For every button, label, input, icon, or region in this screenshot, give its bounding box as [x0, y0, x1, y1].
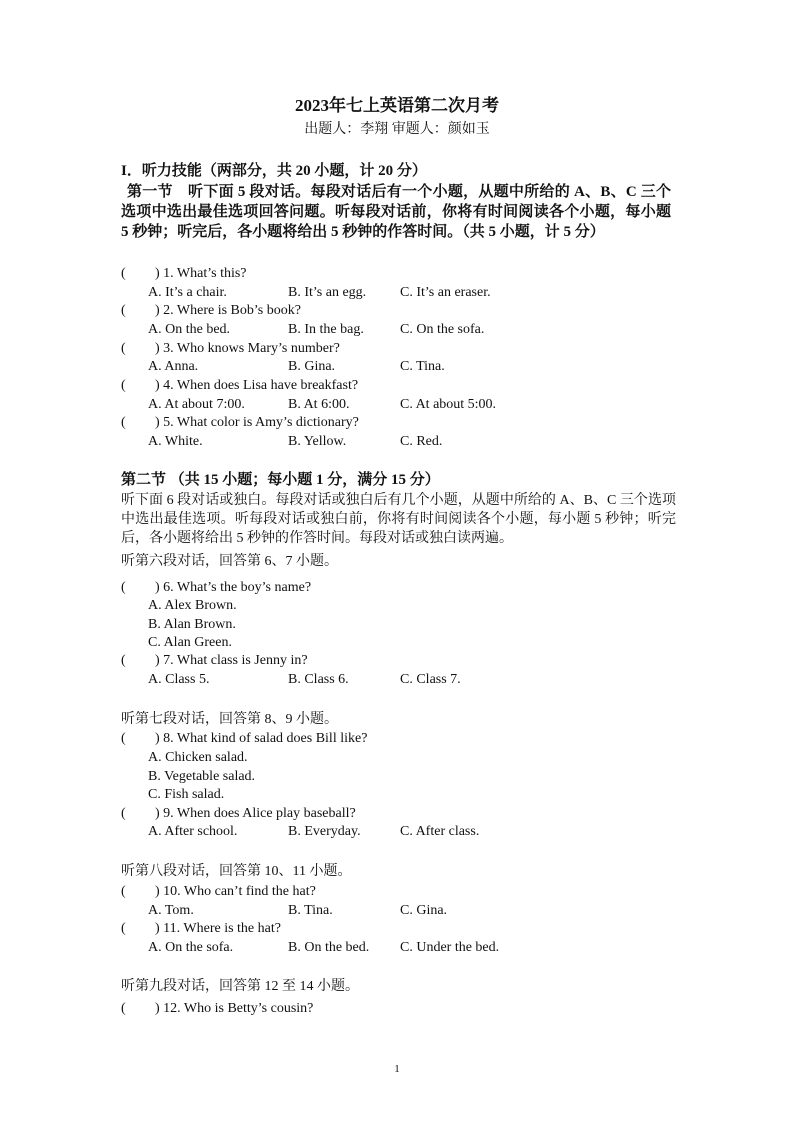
q9-option-c: C. After class.	[400, 824, 480, 839]
q7-option-a: A. Class 5.	[148, 672, 210, 687]
page-number: 1	[394, 1063, 400, 1075]
q11-option-b: B. On the bed.	[288, 940, 370, 955]
q7-option-b: B. Class 6.	[288, 672, 349, 687]
question-stem: ) 9. When does Alice play baseball?	[155, 806, 356, 821]
answer-paren[interactable]: (	[121, 378, 126, 393]
q5-option-a: A. White.	[148, 434, 203, 449]
answer-paren[interactable]: (	[121, 921, 126, 936]
part1-heading: I．听力技能（两部分，共 20 小题，计 20 分）	[121, 163, 427, 179]
question-8	[121, 730, 367, 748]
answer-paren[interactable]: (	[121, 806, 126, 821]
answer-paren[interactable]: (	[121, 266, 126, 281]
question-stem: ) 5. What color is Amy’s dictionary?	[155, 415, 359, 430]
answer-paren[interactable]: (	[121, 1001, 126, 1016]
q4-option-b: B. At 6:00.	[288, 397, 350, 412]
question-stem: ) 2. Where is Bob’s book?	[155, 303, 301, 318]
q3-option-c: C. Tina.	[400, 359, 445, 374]
question-2	[121, 302, 301, 320]
answer-paren[interactable]: (	[121, 303, 126, 318]
q9-option-a: A. After school.	[148, 824, 238, 839]
question-5	[121, 414, 359, 432]
question-1	[121, 265, 247, 283]
q5-option-b: B. Yellow.	[288, 434, 347, 449]
question-stem: ) 11. Where is the hat?	[155, 921, 281, 936]
answer-paren[interactable]: (	[121, 415, 126, 430]
question-9	[121, 805, 356, 823]
answer-paren[interactable]: (	[121, 884, 126, 899]
question-stem: ) 3. Who knows Mary’s number?	[155, 341, 340, 356]
answer-paren[interactable]: (	[121, 653, 126, 668]
question-7	[121, 652, 308, 670]
q11-option-a: A. On the sofa.	[148, 940, 234, 955]
question-6	[121, 579, 311, 597]
answer-paren[interactable]: (	[121, 580, 126, 595]
q10-option-b: B. Tina.	[288, 903, 333, 918]
q2-option-a: A. On the bed.	[148, 322, 231, 337]
group6-heading: 听第六段对话，回答第 6、7 小题。	[121, 554, 338, 569]
part2-heading: 第二节 （共 15 小题；每小题 1 分，满分 15 分）	[121, 472, 440, 488]
q4-option-a: A. At about 7:00.	[148, 397, 245, 412]
question-stem: ) 6. What’s the boy’s name?	[155, 580, 312, 595]
q3-option-a: A. Anna.	[148, 359, 199, 374]
answer-paren[interactable]: (	[121, 731, 126, 746]
question-10	[121, 883, 316, 901]
q2-option-c: C. On the sofa.	[400, 322, 485, 337]
q5-option-c: C. Red.	[400, 434, 443, 449]
q6-option-c: C. Alan Green.	[148, 635, 232, 650]
q1-option-b: B. It’s an egg.	[288, 285, 367, 300]
q9-option-b: B. Everyday.	[288, 824, 361, 839]
q8-option-b: B. Vegetable salad.	[148, 769, 256, 784]
q1-option-a: A. It’s a chair.	[148, 285, 227, 300]
q7-option-c: C. Class 7.	[400, 672, 461, 687]
part2-instruction: 听下面 6 段对话或独白。每段对话或独白后有几个小题，从题中所给的 A、B、C 三个选项中选出最佳选项。听每段对话或独白前，你将有时间阅读各个小题，每小题 5 秒钟；听完后，各小题将给出 5 秒钟的作答时间。每段对话或独白读两遍。	[121, 493, 676, 546]
q6-option-b: B. Alan Brown.	[148, 617, 236, 632]
question-stem: ) 8. What kind of salad does Bill like?	[155, 731, 368, 746]
q6-option-a: A. Alex Brown.	[148, 598, 237, 613]
q3-option-b: B. Gina.	[288, 359, 336, 374]
question-4	[121, 377, 358, 395]
question-3	[121, 340, 340, 358]
group7-heading: 听第七段对话，回答第 8、9 小题。	[121, 712, 338, 727]
exam-authors: 出题人：李翔 审题人：颜如玉	[304, 122, 490, 137]
q11-option-c: C. Under the bed.	[400, 940, 500, 955]
q4-option-c: C. At about 5:00.	[400, 397, 497, 412]
question-stem: ) 12. Who is Betty’s cousin?	[155, 1001, 314, 1016]
q8-option-c: C. Fish salad.	[148, 787, 225, 802]
part1-instruction: 第一节 听下面 5 段对话。每段对话后有一个小题，从题中所给的 A、B、C 三个选项中选出最佳选项回答问题。听每段对话前，你将有时间阅读各个小题，每小题 5 秒钟；听完后，各小题将给出 5 秒钟的作答时间。（共 5 小题，计 5 分）	[121, 184, 671, 240]
group9-heading: 听第九段对话，回答第 12 至 14 小题。	[121, 979, 359, 994]
question-stem: ) 7. What class is Jenny in?	[155, 653, 308, 668]
question-stem: ) 4. When does Lisa have breakfast?	[155, 378, 359, 393]
question-11	[121, 920, 281, 938]
question-12	[121, 1000, 313, 1018]
answer-paren[interactable]: (	[121, 341, 126, 356]
q2-option-b: B. In the bag.	[288, 322, 364, 337]
q1-option-c: C. It’s an eraser.	[400, 285, 491, 300]
question-stem: ) 10. Who can’t find the hat?	[155, 884, 316, 899]
q8-option-a: A. Chicken salad.	[148, 750, 248, 765]
q10-option-a: A. Tom.	[148, 903, 194, 918]
group8-heading: 听第八段对话，回答第 10、11 小题。	[121, 864, 352, 879]
question-stem: ) 1. What’s this?	[155, 266, 247, 281]
q10-option-c: C. Gina.	[400, 903, 448, 918]
exam-title: 2023年七上英语第二次月考	[295, 96, 499, 115]
